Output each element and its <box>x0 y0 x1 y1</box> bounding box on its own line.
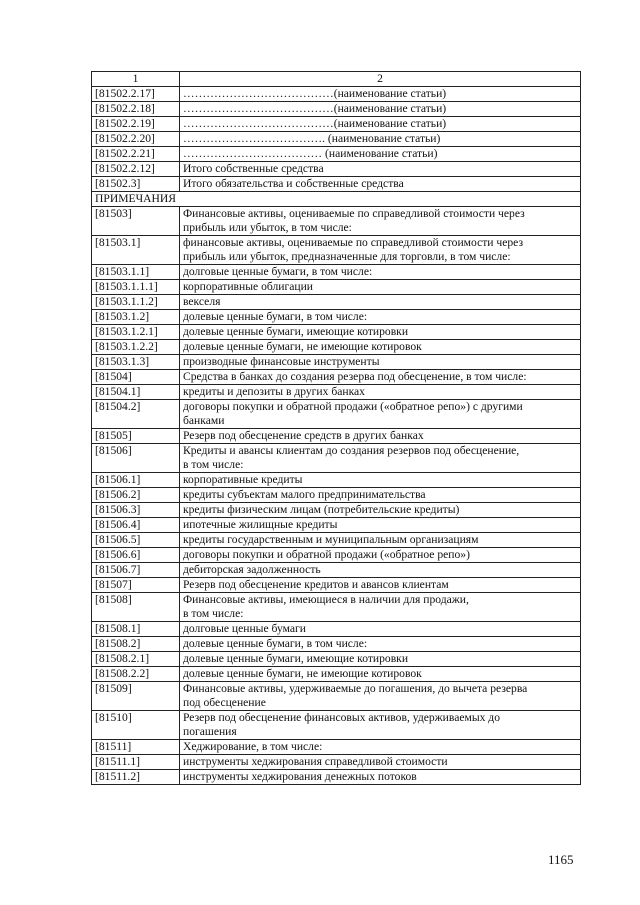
row-text-line: долговые ценные бумаги, в том числе: <box>183 265 373 278</box>
table-row <box>92 400 581 429</box>
row-code: [81508.2.1] <box>92 652 180 667</box>
row-code: [81503] <box>92 207 180 236</box>
table-row <box>92 385 581 400</box>
row-code: [81507] <box>92 578 180 593</box>
row-code: [81504] <box>92 370 180 385</box>
table-row <box>92 265 581 280</box>
row-text-line: корпоративные облигации <box>183 280 313 293</box>
row-code: [81511.2] <box>92 770 180 785</box>
row-code: [81503.1.1] <box>92 265 180 280</box>
table-row <box>92 370 581 385</box>
table-row <box>92 162 581 177</box>
table-row <box>92 177 581 192</box>
row-code: [81506] <box>92 444 180 473</box>
row-text <box>180 473 581 488</box>
table-row <box>92 667 581 682</box>
row-text-line: в том числе: <box>183 458 244 471</box>
row-text <box>180 770 581 785</box>
table-row <box>92 310 581 325</box>
row-text: …………………………………(наименование статьи) <box>180 102 581 117</box>
row-code: [81508.2] <box>92 637 180 652</box>
row-code: [81506.6] <box>92 548 180 563</box>
row-text-line: под обесценение <box>183 696 266 709</box>
row-code: [81506.3] <box>92 503 180 518</box>
row-code: [81502.2.12] <box>92 162 180 177</box>
table-row <box>92 563 581 578</box>
row-text <box>180 711 581 740</box>
table-row <box>92 87 581 102</box>
row-text <box>180 593 581 622</box>
table-row <box>92 622 581 637</box>
row-code: [81506.1] <box>92 473 180 488</box>
row-code: [81504.1] <box>92 385 180 400</box>
row-text <box>180 622 581 637</box>
table-row <box>92 503 581 518</box>
row-text <box>180 682 581 711</box>
table-row <box>92 711 581 740</box>
row-text <box>180 429 581 444</box>
row-text: …………………………………(наименование статьи) <box>180 117 581 132</box>
row-code: [81503.1.3] <box>92 355 180 370</box>
row-code: [81503.1] <box>92 236 180 265</box>
table-row <box>92 325 581 340</box>
row-code: [81509] <box>92 682 180 711</box>
row-code: [81506.7] <box>92 563 180 578</box>
row-text <box>180 207 581 236</box>
section-title: ПРИМЕЧАНИЯ <box>92 192 581 207</box>
row-text <box>180 652 581 667</box>
row-text <box>180 265 581 280</box>
row-text-line: долевые ценные бумаги, не имеющие котировок <box>183 667 422 680</box>
table-row <box>92 102 581 117</box>
row-text <box>180 503 581 518</box>
table-row <box>92 770 581 785</box>
table-row <box>92 236 581 265</box>
row-code: [81508.2.2] <box>92 667 180 682</box>
table-header-row <box>92 72 581 87</box>
header-col-2: 2 <box>180 72 581 87</box>
row-code: [81506.4] <box>92 518 180 533</box>
row-text: Итого собственные средства <box>180 162 581 177</box>
table-row <box>92 429 581 444</box>
row-text <box>180 488 581 503</box>
row-text-line: инструменты хеджирования справедливой стоимости <box>183 755 448 768</box>
table-row <box>92 578 581 593</box>
row-code: [81511] <box>92 740 180 755</box>
row-text-line: производные финансовые инструменты <box>183 355 380 368</box>
row-code: [81508.1] <box>92 622 180 637</box>
row-text <box>180 236 581 265</box>
section-row <box>92 192 581 207</box>
row-text <box>180 355 581 370</box>
row-text-line: договоры покупки и обратной продажи («обратное репо») <box>183 548 470 561</box>
table-row <box>92 473 581 488</box>
row-text-line: договоры покупки и обратной продажи («обратное репо») с другими <box>183 400 523 413</box>
row-code: [81502.2.20] <box>92 132 180 147</box>
row-text-line: ипотечные жилищные кредиты <box>183 518 338 531</box>
table-row <box>92 355 581 370</box>
row-text-line: финансовые активы, оцениваемые по справедливой стоимости через <box>183 236 524 249</box>
row-text-line: Кредиты и авансы клиентам до создания резервов под обесценение, <box>183 444 520 457</box>
table-row <box>92 132 581 147</box>
table-row <box>92 280 581 295</box>
row-text: Итого обязательства и собственные средства <box>180 177 581 192</box>
row-text-line: Резерв под обесценение средств в других банках <box>183 429 424 442</box>
row-text <box>180 637 581 652</box>
row-text-line: инструменты хеджирования денежных потоков <box>183 770 417 783</box>
row-text-line: векселя <box>183 295 221 308</box>
document-table <box>91 71 581 785</box>
row-text-line: долговые ценные бумаги <box>183 622 306 635</box>
table-row <box>92 533 581 548</box>
row-text <box>180 740 581 755</box>
row-text-line: дебиторская задолженность <box>183 563 321 576</box>
row-text-line: банками <box>183 414 225 427</box>
row-code: [81503.1.2.1] <box>92 325 180 340</box>
row-text-line: Финансовые активы, удерживаемые до погашения, до вычета резерва <box>183 682 528 695</box>
table-row <box>92 147 581 162</box>
table-row <box>92 637 581 652</box>
row-code: [81503.1.2.2] <box>92 340 180 355</box>
row-text-line: кредиты физическим лицам (потребительские кредиты) <box>183 503 460 516</box>
row-text: ………………………………. (наименование статьи) <box>180 132 581 147</box>
row-code: [81510] <box>92 711 180 740</box>
row-text-line: прибыль или убыток, в том числе: <box>183 221 352 234</box>
table-row <box>92 488 581 503</box>
table-row <box>92 652 581 667</box>
header-col-1: 1 <box>92 72 180 87</box>
row-code: [81502.3] <box>92 177 180 192</box>
table-row <box>92 207 581 236</box>
row-text-line: Финансовые активы, оцениваемые по справедливой стоимости через <box>183 207 525 220</box>
row-text-line: в том числе: <box>183 607 244 620</box>
row-text <box>180 340 581 355</box>
row-text <box>180 370 581 385</box>
table-row <box>92 518 581 533</box>
table-row <box>92 740 581 755</box>
row-text-line: Резерв под обесценение финансовых активов, удерживаемых до <box>183 711 501 724</box>
table-row <box>92 682 581 711</box>
row-text-line: прибыль или убыток, предназначенные для торговли, в том числе: <box>183 250 511 263</box>
row-code: [81504.2] <box>92 400 180 429</box>
table-row <box>92 295 581 310</box>
row-code: [81505] <box>92 429 180 444</box>
row-text <box>180 444 581 473</box>
row-text <box>180 325 581 340</box>
row-code: [81503.1.1.2] <box>92 295 180 310</box>
row-text-line: долевые ценные бумаги, в том числе: <box>183 310 368 323</box>
row-text <box>180 280 581 295</box>
table-row <box>92 444 581 473</box>
table-row <box>92 117 581 132</box>
row-code: [81503.1.2] <box>92 310 180 325</box>
row-text-line: кредиты государственным и муниципальным организациям <box>183 533 479 546</box>
row-text <box>180 578 581 593</box>
row-text-line: долевые ценные бумаги, не имеющие котировок <box>183 340 422 353</box>
table-body <box>92 72 581 785</box>
row-code: [81502.2.21] <box>92 147 180 162</box>
table-row <box>92 340 581 355</box>
table-row <box>92 755 581 770</box>
row-text <box>180 548 581 563</box>
row-text-line: кредиты субъектам малого предпринимательства <box>183 488 426 501</box>
row-text <box>180 310 581 325</box>
row-code: [81503.1.1.1] <box>92 280 180 295</box>
row-text <box>180 755 581 770</box>
row-text <box>180 400 581 429</box>
row-text-line: Резерв под обесценение кредитов и авансов клиентам <box>183 578 449 591</box>
row-code: [81506.5] <box>92 533 180 548</box>
row-text-line: долевые ценные бумаги, имеющие котировки <box>183 325 409 338</box>
row-text-line: погашения <box>183 725 237 738</box>
row-text <box>180 533 581 548</box>
row-text <box>180 518 581 533</box>
row-code: [81502.2.17] <box>92 87 180 102</box>
row-text-line: корпоративные кредиты <box>183 473 303 486</box>
row-text-line: Средства в банках до создания резерва под обесценение, в том числе: <box>183 370 527 383</box>
row-text: …………………………………(наименование статьи) <box>180 87 581 102</box>
row-text <box>180 385 581 400</box>
row-code: [81502.2.19] <box>92 117 180 132</box>
table-row <box>92 593 581 622</box>
row-code: [81502.2.18] <box>92 102 180 117</box>
table-row <box>92 548 581 563</box>
row-text <box>180 667 581 682</box>
row-text-line: кредиты и депозиты в других банках <box>183 385 365 398</box>
row-text-line: долевые ценные бумаги, в том числе: <box>183 637 368 650</box>
row-text: ……………………………… (наименование статьи) <box>180 147 581 162</box>
row-text-line: Финансовые активы, имеющиеся в наличии для продажи, <box>183 593 469 606</box>
page-number: 1165 <box>548 852 574 867</box>
row-code: [81511.1] <box>92 755 180 770</box>
row-code: [81506.2] <box>92 488 180 503</box>
row-text <box>180 563 581 578</box>
row-text-line: долевые ценные бумаги, имеющие котировки <box>183 652 409 665</box>
row-text-line: Хеджирование, в том числе: <box>183 740 323 753</box>
row-text <box>180 295 581 310</box>
row-code: [81508] <box>92 593 180 622</box>
